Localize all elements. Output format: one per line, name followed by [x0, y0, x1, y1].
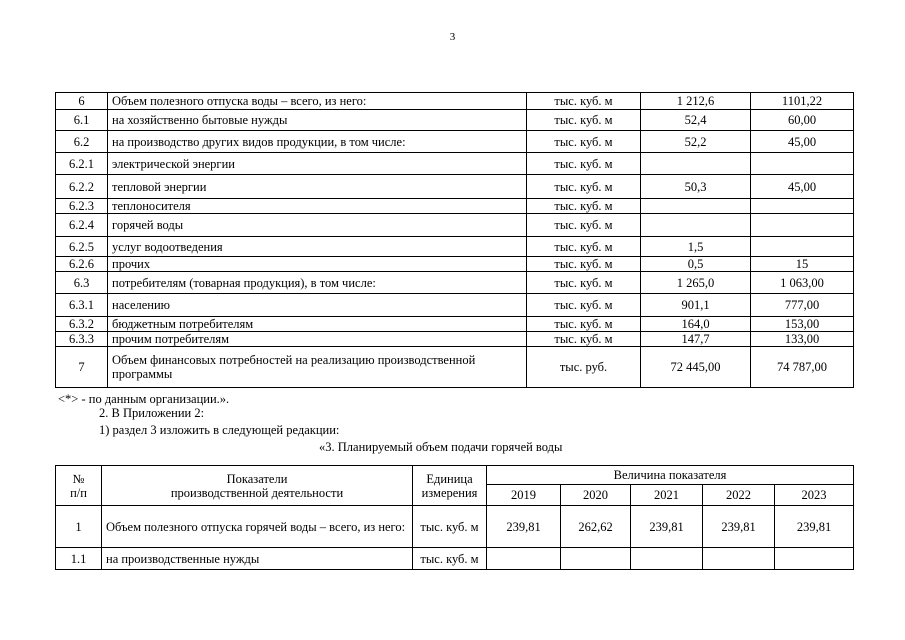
row-value-2: [751, 214, 854, 237]
row-value-2: 15: [751, 257, 854, 272]
table-row: [56, 175, 854, 199]
row-indicator: Объем полезного отпуска воды – всего, из него:: [108, 93, 527, 110]
row-indicator: Объем полезного отпуска горячей воды – всего, из него:: [102, 506, 413, 548]
header-value: Величина показателя: [487, 466, 854, 485]
row-indicator: потребителям (товарная продукция), в том числе:: [108, 272, 527, 294]
row-indicator: горячей воды: [108, 214, 527, 237]
year-header: 2019: [487, 485, 561, 506]
row-indicator: электрической энергии: [108, 153, 527, 175]
row-number: 7: [56, 347, 108, 388]
row-number: 6.2.5: [56, 237, 108, 257]
row-number: 6.2.3: [56, 199, 108, 214]
row-value-2: 133,00: [751, 332, 854, 347]
row-value-1: 164,0: [641, 317, 751, 332]
row-value-1: 72 445,00: [641, 347, 751, 388]
row-value: 239,81: [775, 506, 854, 548]
row-indicator: прочих: [108, 257, 527, 272]
footnote: <*> - по данным организации.».: [58, 392, 230, 406]
page-number: 3: [449, 31, 456, 43]
row-unit: тыс. куб. м: [527, 110, 641, 131]
table-row: [56, 153, 854, 175]
row-number: 6.3.3: [56, 332, 108, 347]
row-number: 6.2.2: [56, 175, 108, 199]
table-row: [56, 199, 854, 214]
row-unit: тыс. куб. м: [413, 548, 487, 570]
row-value-2: 74 787,00: [751, 347, 854, 388]
row-indicator: прочим потребителям: [108, 332, 527, 347]
table-row: [56, 506, 854, 548]
year-header: 2020: [561, 485, 631, 506]
header-number: № п/п: [56, 466, 102, 506]
row-unit: тыс. куб. м: [527, 175, 641, 199]
row-value-1: 50,3: [641, 175, 751, 199]
table-row: [56, 548, 854, 570]
row-value-2: [751, 237, 854, 257]
row-unit: тыс. куб. м: [527, 332, 641, 347]
row-indicator: населению: [108, 294, 527, 317]
table-row: [56, 317, 854, 332]
row-indicator: на производство других видов продукции, в том числе:: [108, 131, 527, 153]
year-header: 2021: [631, 485, 703, 506]
row-value-1: 901,1: [641, 294, 751, 317]
table-row: [56, 257, 854, 272]
row-value-1: 1 265,0: [641, 272, 751, 294]
row-value: [703, 548, 775, 570]
table-row: [56, 237, 854, 257]
row-number: 6.2.4: [56, 214, 108, 237]
row-value: 239,81: [703, 506, 775, 548]
year-header: 2023: [775, 485, 854, 506]
table-row: [56, 214, 854, 237]
row-value: 239,81: [487, 506, 561, 548]
year-header: 2022: [703, 485, 775, 506]
appendix-note: 2. В Приложении 2:: [99, 406, 205, 420]
row-unit: тыс. куб. м: [527, 237, 641, 257]
header-unit: Единица измерения: [413, 466, 487, 506]
table-row: [56, 131, 854, 153]
row-unit: тыс. куб. м: [527, 214, 641, 237]
row-value-1: 52,2: [641, 131, 751, 153]
row-indicator: тепловой энергии: [108, 175, 527, 199]
row-unit: тыс. куб. м: [527, 131, 641, 153]
row-value: [487, 548, 561, 570]
row-value: 239,81: [631, 506, 703, 548]
row-value-1: [641, 153, 751, 175]
row-value: [775, 548, 854, 570]
row-number: 6.3.2: [56, 317, 108, 332]
row-value-1: 1 212,6: [641, 93, 751, 110]
row-unit: тыс. куб. м: [527, 199, 641, 214]
header-indicator: Показатели производственной деятельности: [102, 466, 413, 506]
row-value-2: 1101,22: [751, 93, 854, 110]
row-value-2: 45,00: [751, 175, 854, 199]
row-value-2: [751, 199, 854, 214]
row-unit: тыс. куб. м: [413, 506, 487, 548]
row-unit: тыс. куб. м: [527, 272, 641, 294]
row-value-1: 0,5: [641, 257, 751, 272]
section-instruction: 1) раздел 3 изложить в следующей редакции:: [99, 423, 340, 437]
row-unit: тыс. куб. м: [527, 317, 641, 332]
row-value-1: 52,4: [641, 110, 751, 131]
row-indicator: на производственные нужды: [102, 548, 413, 570]
row-number: 6.1: [56, 110, 108, 131]
row-number: 6.2.1: [56, 153, 108, 175]
row-value: [631, 548, 703, 570]
row-indicator: услуг водоотведения: [108, 237, 527, 257]
row-value-2: 1 063,00: [751, 272, 854, 294]
row-unit: тыс. куб. м: [527, 294, 641, 317]
row-number: 1: [56, 506, 102, 548]
row-unit: тыс. руб.: [527, 347, 641, 388]
row-unit: тыс. куб. м: [527, 93, 641, 110]
row-value-2: [751, 153, 854, 175]
row-number: 6.3.1: [56, 294, 108, 317]
row-number: 1.1: [56, 548, 102, 570]
row-value-1: [641, 214, 751, 237]
row-value-2: 153,00: [751, 317, 854, 332]
row-number: 6.2.6: [56, 257, 108, 272]
row-indicator: теплоносителя: [108, 199, 527, 214]
table-row: [56, 332, 854, 347]
row-value-2: 45,00: [751, 131, 854, 153]
hot-water-table: [55, 465, 854, 570]
row-indicator: на хозяйственно бытовые нужды: [108, 110, 527, 131]
section-title: «3. Планируемый объем подачи горячей воды: [319, 440, 563, 454]
row-value-2: 60,00: [751, 110, 854, 131]
row-number: 6: [56, 93, 108, 110]
row-number: 6.2: [56, 131, 108, 153]
table-row: [56, 347, 854, 388]
row-unit: тыс. куб. м: [527, 153, 641, 175]
row-value-1: 147,7: [641, 332, 751, 347]
row-unit: тыс. куб. м: [527, 257, 641, 272]
row-value-2: 777,00: [751, 294, 854, 317]
row-number: 6.3: [56, 272, 108, 294]
row-value-1: 1,5: [641, 237, 751, 257]
row-value: [561, 548, 631, 570]
table-row: [56, 294, 854, 317]
table-row: [56, 93, 854, 110]
table-row: [56, 110, 854, 131]
table-row: [56, 272, 854, 294]
row-indicator: бюджетным потребителям: [108, 317, 527, 332]
production-program-table: [55, 92, 854, 388]
row-indicator: Объем финансовых потребностей на реализацию производственной программы: [108, 347, 527, 388]
row-value: 262,62: [561, 506, 631, 548]
row-value-1: [641, 199, 751, 214]
